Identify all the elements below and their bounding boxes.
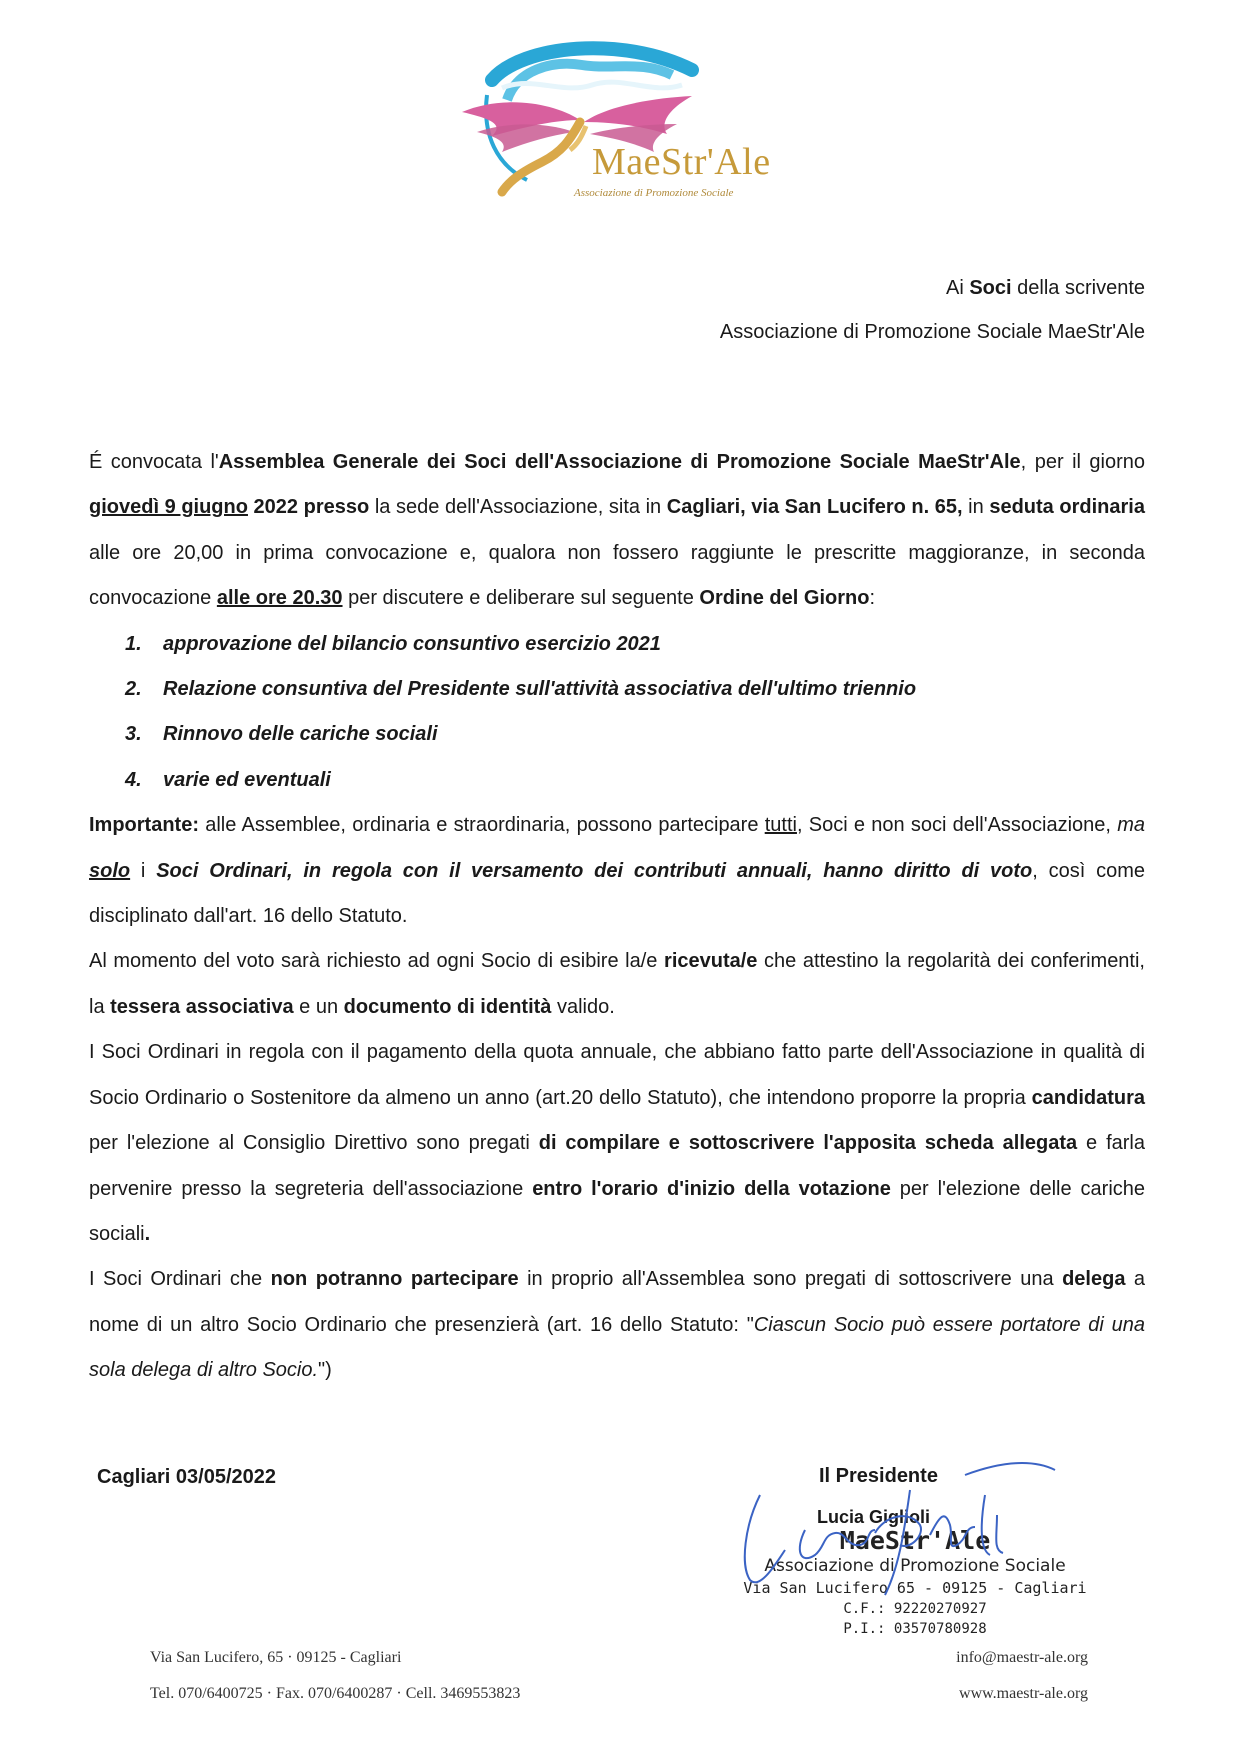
session-type: seduta ordinaria	[989, 496, 1145, 519]
logo-subtitle: Associazione di Promozione Sociale	[574, 187, 734, 199]
text-run: e un	[293, 995, 344, 1018]
agenda-text: approvazione del bilancio consuntivo esercizio 2021	[163, 632, 661, 655]
agenda-text: varie ed eventuali	[163, 768, 331, 791]
text-run: a nome di un altro Socio Ordinario che presenzierà (art. 16 dello Statuto: "	[89, 1268, 1146, 1336]
text-run: documento di identità	[343, 995, 552, 1018]
text-run: alle Assemblee, ordinaria e straordinaria, possono partecipare	[199, 814, 765, 837]
agenda-item	[125, 622, 1145, 667]
text-run: in	[962, 496, 990, 519]
second-call-time: alle ore 20.30	[216, 587, 343, 610]
stamp-line-2: Via San Lucifero 65 - 09125 - Cagliari	[743, 1579, 1087, 1597]
meeting-address: Cagliari, via San Lucifero n. 65,	[666, 496, 963, 519]
text-run: Al momento del voto sarà richiesto ad ogni Socio di esibire la/e	[89, 950, 665, 973]
text-run: per l'elezione al Consiglio Direttivo sono pregati	[89, 1132, 539, 1155]
text-run: Ciascun Socio può essere portatore di una sola delega di altro Socio.	[89, 1313, 1145, 1382]
footer-address: Via San Lucifero, 65 · 09125 - Cagliari	[150, 1649, 402, 1666]
text-run: la sede dell'Associazione, sita in	[369, 496, 667, 519]
text-run: :	[869, 587, 875, 610]
text-run: solo	[89, 859, 131, 882]
agenda-item	[125, 667, 1145, 712]
meeting-year: 2022 presso	[247, 496, 370, 519]
delegation-paragraph	[89, 1257, 1145, 1393]
letter-date: Cagliari 03/05/2022	[97, 1466, 277, 1488]
text-run: , così come disciplinato dall'art. 16 dello Statuto.	[89, 859, 1145, 928]
agenda-number: 1.	[125, 632, 142, 655]
addressee-prefix: Ai	[946, 277, 970, 299]
logo-graphic-icon	[462, 40, 782, 210]
stamp-name: MaeStr'Ale	[839, 1526, 991, 1555]
signature-name: Lucia Giglioli	[817, 1507, 931, 1527]
text-run: per discutere e deliberare sul seguente	[342, 587, 700, 610]
text-run: di compilare e sottoscrivere l'apposita scheda allegata	[538, 1132, 1078, 1155]
important-label: Importante:	[89, 814, 199, 837]
text-run: ")	[318, 1359, 332, 1382]
assembly-name: Assemblea Generale dei Soci dell'Associazione di Promozione Sociale MaeStr'Ale	[218, 451, 1021, 473]
text-run: ma	[1117, 814, 1145, 837]
agenda-text: Rinnovo delle cariche sociali	[163, 723, 438, 746]
association-logo	[462, 40, 782, 210]
agenda-text: Relazione consuntiva del Presidente sull'attività associativa dell'ultimo triennio	[163, 678, 917, 701]
text-run: per l'elezione delle cariche sociali	[89, 1177, 1146, 1245]
letter-body	[89, 440, 1145, 1394]
text-run: i	[130, 859, 157, 882]
text-run: ricevuta/e	[664, 950, 758, 973]
voting-rights-text: Soci Ordinari, in regola con il versamento dei contributi annuali, hanno diritto di voto	[156, 859, 1033, 882]
signature-title: Il Presidente	[819, 1465, 938, 1487]
footer-web	[956, 1640, 1088, 1712]
agenda-item	[125, 758, 1145, 803]
footer-website[interactable]: www.maestr-ale.org	[959, 1685, 1088, 1702]
text-run: in proprio all'Assemblea sono pregati di sottoscrivere una	[518, 1268, 1063, 1291]
agenda-label: Ordine del Giorno	[699, 587, 870, 610]
agenda-number: 3.	[125, 723, 142, 746]
vote-paragraph	[89, 939, 1145, 1030]
text-run: I Soci Ordinari che	[89, 1268, 271, 1291]
text-run: É convocata l'	[89, 451, 219, 473]
stamp-pi: P.I.: 03570780928	[843, 1621, 987, 1637]
addressee-block	[720, 266, 1145, 354]
meeting-day: giovedì 9 giugno	[89, 496, 248, 519]
footer-contacts	[150, 1640, 520, 1712]
text-run: tessera associativa	[110, 995, 294, 1018]
agenda-number: 2.	[125, 678, 142, 701]
stamp-line-1: Associazione di Promozione Sociale	[764, 1556, 1066, 1576]
addressee-line-2: Associazione di Promozione Sociale MaeStr'Ale	[719, 321, 1145, 343]
text-run: entro l'orario d'inizio della votazione	[532, 1177, 891, 1200]
text-run: I Soci Ordinari in regola con il pagamento della quota annuale, che abbiano fatto parte dell'Associazione in qualità di Socio Ordinario o Sostenitore da almeno un anno (art.20 dello Statuto), che intendono proporre la propria	[89, 1041, 1145, 1109]
important-paragraph	[89, 803, 1145, 939]
footer-email[interactable]: info@maestr-ale.org	[956, 1649, 1088, 1666]
text-run: valido.	[551, 995, 615, 1018]
agenda-number: 4.	[125, 768, 142, 791]
signature-block	[735, 1455, 1115, 1665]
text-run: alle ore 20,00 in prima convocazione e, qualora non fossero raggiunte le prescritte maggioranze, in seconda convocazione	[89, 541, 1145, 610]
addressee-soci: Soci	[969, 277, 1012, 299]
text-run: candidatura	[1031, 1086, 1145, 1109]
addressee-suffix: della scrivente	[1011, 277, 1145, 299]
text-run: non potranno partecipare	[270, 1268, 519, 1291]
text-run: , Soci e non soci dell'Associazione,	[796, 814, 1118, 837]
convocation-paragraph	[89, 440, 1145, 622]
text-run: delega	[1062, 1268, 1126, 1291]
agenda-item	[125, 712, 1145, 757]
stamp-cf: C.F.: 92220270927	[843, 1601, 987, 1617]
agenda-list	[89, 622, 1145, 804]
text-run: , per il giorno	[1020, 451, 1146, 473]
text-run: e farla pervenire presso la segreteria dell'associazione	[89, 1132, 1145, 1200]
text-run: che attestino la regolarità dei conferimenti, la	[89, 950, 1145, 1018]
handwritten-signature-icon	[735, 1455, 1115, 1625]
candidates-paragraph	[89, 1030, 1145, 1257]
logo-name: MaeStr'Ale	[592, 141, 771, 183]
footer-phones: Tel. 070/6400725 · Fax. 070/6400287 · Cell. 3469553823	[150, 1685, 521, 1702]
text-run: tutti	[764, 814, 797, 837]
text-run: .	[144, 1222, 151, 1245]
addressee-line-1	[720, 266, 1145, 310]
